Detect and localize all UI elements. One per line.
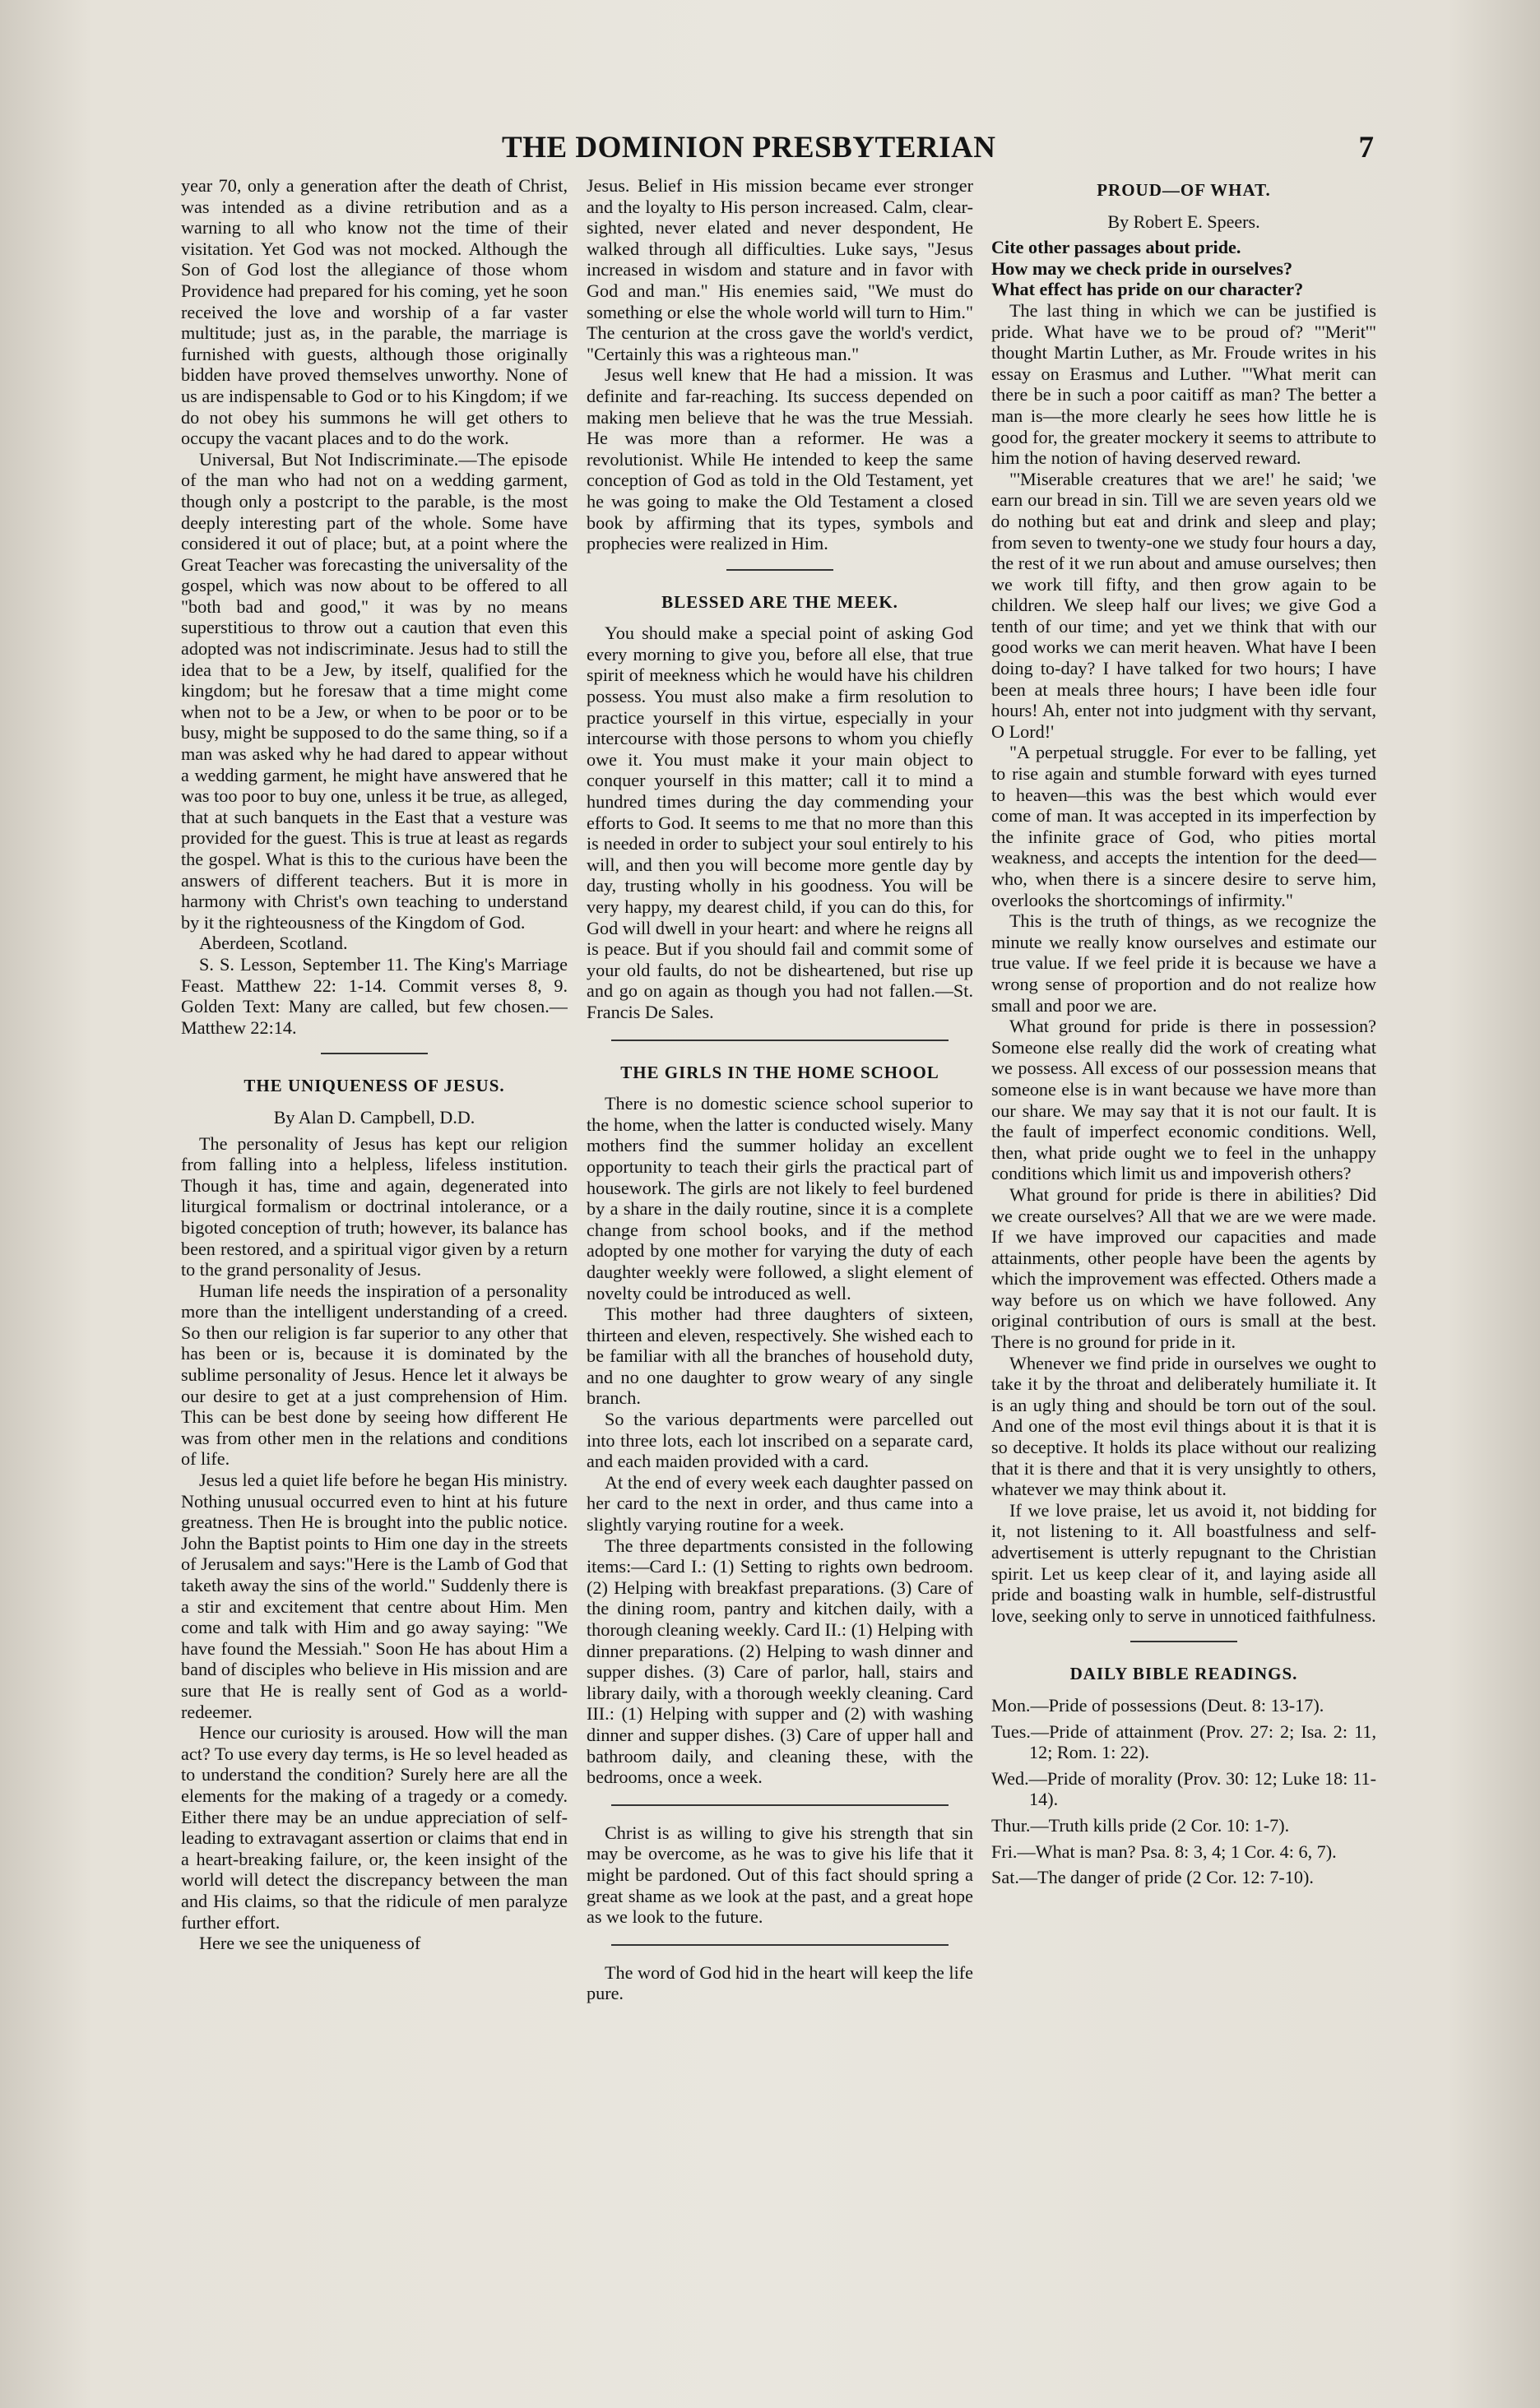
discussion-question: How may we check pride in ourselves? [991,257,1293,279]
col2-paragraph-7: At the end of every week each daughter passed on her card to the next in order, and thus came into a slightly varying routine for a week. [587,1471,973,1535]
divider-rule-wide [611,1040,949,1041]
col2-paragraph-3: You should make a special point of asking God every morning to give you, before all else, that true spirit of meekness which he would have his children possess. You must also make a firm resolution to practice yourself in this virtue, especially in your intercourse with those persons to whom you chiefly owe it. You must make it your main object to conquer yourself in this matter; call it to mind a hundred times during the day commending your efforts to God. It seems to me that no more than this is needed in order to subject your soul entirely to his will, and then you will become more gentle day by day, trusting wholly in his goodness. You will be very happy, my dearest child, if you can do this, for God will dwell in your heart: and where he reigns all is peace. But if you should fail and commit some of your old faults, do not be disheartened, but rise up and go on again as though you had not fallen.—St. Francis De Sales. [587,623,973,1022]
col2-paragraph-10: The word of God hid in the heart will keep the life pure. [587,1961,973,2004]
page-header [165,130,1374,171]
col1-paragraph-5: Jesus led a quiet life before he began His ministry. Nothing unusual occurred even to hint at his future greatness. Then He is brought into the public notice. John the Baptist points to Him one day in the streets of Jerusalem and says:"Here is the Lamb of God that taketh away the sins of the world." Suddenly there is a stir and excitement that centre about Him. Men come and talk with Him and go away saying: "We have found the Messiah." Soon He has about Him a band of disciples who believe in His mission and are sure that He is really sent of God as a world-redeemer. [181,1470,568,1722]
col3-paragraph-6: What ground for pride is there in abilities? Did we create ourselves? All that we are we were made. If we have improved our capacities and made attainments, other people have been the agents by which the improvement was effected. Others made a way before us on which we have followed. Any original contribution of ours is small at the best. There is no ground for pride in it. [991,1183,1376,1353]
article-heading-meek: BLESSED ARE THE MEEK. [661,591,898,612]
discussion-question: Cite other passages about pride. [991,237,1241,258]
col3-paragraph-5: What ground for pride is there in possession? Someone else really did the work of creating what we possess. All excess of our possession means that someone else is in want because we have more than our share. We may say that it is not our fault. It is the fault of imperfect economic conditions. Well, then, what pride ought we to feel in the unhappy conditions which limit us and impoverish others? [991,1016,1376,1184]
sunday-school-lesson: S. S. Lesson, September 11. The King's Marriage Feast. Matthew 22: 1-14. Commit verses 8, 9. Golden Text: Many are called, but few chosen.—Matthew 22:14. [181,953,568,1038]
col2-paragraph-1: Jesus. Belief in His mission became ever stronger and the loyalty to His person increased. Calm, clear-sighted, never elated and never despondent, He walked through all difficulties. Luke says, "Jesus increased in wisdom and stature and in favor with God and man." His enemies said, "We must do something or else the whole world will turn to Him." The centurion at the cross gave the world's verdict, "Certainly this was a righteous man." [587,175,973,364]
column-2 [587,175,973,2281]
discussion-question: What effect has pride on our character? [991,279,1304,300]
divider-rule [726,569,833,571]
bible-reading-item: Fri.—What is man? Psa. 8: 3, 4; 1 Cor. 4: 6, 7). [991,1841,1337,1862]
col3-paragraph-1: The last thing in which we can be justified is pride. What have we to be proud of? "'Merit'" thought Martin Luther, as Mr. Froude writes in his essay on Erasmus and Luther. "'What merit can there be in such a poor caitiff as man? The better a man is—the more clearly he sees how little he is good for, the greater mockery it seems to attribute to him the notion of having deserved reward. [991,299,1376,469]
col1-paragraph-1: year 70, only a generation after the death of Christ, was intended as a divine retribution and as a warning to all who know not the time of their visitation. Yet God was not mocked. Although the Son of God lost the allegiance of those whom Providence had prepared for his coming, yet he soon received the love and worship of a far vaster multitude; just as, in the parable, the marriage is furnished with guests, although those originally bidden have proved themselves unworthy. None of us are indispensable to God or to his Kingdom; if we do not obey his summons he will get others to occupy the vacant places and to do the work. [181,175,568,449]
column-1 [181,175,568,2281]
article-byline-speers: By Robert E. Speers. [1107,211,1260,232]
col2-paragraph-5: This mother had three daughters of sixteen, thirteen and eleven, respectively. She wished each to be familiar with all the branches of household duty, and no one daughter to grow weary of any single branch. [587,1304,973,1409]
col1-paragraph-6: Hence our curiosity is aroused. How will the man act? To use every day terms, is He so level headed as to understand the condition? Surely here are all the elements for the making of a tragedy or a comedy. Either there may be an undue appreciation of self-leading to extravagant assertion or claims that end in a heart-breaking failure, or, the keen insight of the world will detect the discrepancy between the man and His claims, so that the ridicule of men paralyze further effort. [181,1722,568,1933]
col1-paragraph-7: Here we see the uniqueness of [199,1933,421,1954]
article-heading-bible-readings: DAILY BIBLE READINGS. [1069,1664,1298,1684]
col2-paragraph-6: So the various departments were parcelled out into three lots, each lot inscribed on a separate card, and each maiden provided with a card. [587,1409,973,1472]
article-heading-proud: PROUD—OF WHAT. [1097,180,1271,200]
col2-paragraph-9: Christ is as willing to give his strength that sin may be overcome, as he was to give his life that it might be pardoned. Out of this fact should spring a great shame as we look at the past, and a great hope as we look to the future. [587,1822,973,1928]
page-number: 7 [1358,131,1374,164]
bible-reading-item: Sat.—The danger of pride (2 Cor. 12: 7-10). [991,1867,1314,1888]
article-heading-home-school: THE GIRLS IN THE HOME SCHOOL [620,1062,939,1082]
col3-paragraph-8: If we love praise, let us avoid it, not bidding for it, not listening to it. All boastfulness and self-advertisement is utterly repugnant to the Christian spirit. Let us keep clear of it, and laying aside all pride and boasting walk in humble, self-distrustful love, seeking only to serve in unnoticed faithfulness. [991,1499,1376,1626]
col3-paragraph-2: "'Miserable creatures that we are!' he said; 'we earn our bread in sin. Till we are seven years old we do nothing but eat and drink and sleep and play; from seven to twenty-one we study four hours a day, the rest of it we run about and amuse ourselves; then we work till fifty, and then grow again to be children. We sleep half our lives; we give God a tenth of our time; and yet we think that with our good works we can merit heaven. What have I been doing to-day? I have talked for two hours; I have been at meals three hours; I have been idle four hours! Ah, enter not into judgment with thy servant, O Lord!' [991,468,1376,742]
col3-paragraph-3: "A perpetual struggle. For ever to be falling, yet to rise again and stumble forward with eyes turned to heaven—this was the best which would ever come of man. It was accepted in its imperfection by the infinite grace of God, who pities mortal weakness, and accepts the intention for the deed—who, when there is a sincere desire to serve him, overlooks the shortcomings of infirmity." [991,742,1376,910]
col3-paragraph-7: Whenever we find pride in ourselves we ought to take it by the throat and deliberately humiliate it. It is an ugly thing and should be torn out of the soul. And one of the most evil things about it is that it is so deceptive. It holds its place without our realizing that it is there and that it is very unsightly to others, whatever we may think about it. [991,1352,1376,1500]
col1-signoff: Aberdeen, Scotland. [199,933,348,954]
col2-paragraph-2: Jesus well knew that He had a mission. It was definite and far-reaching. Its success depended on making men believe that he was the true Messiah. He was more than a reformer. He was a revolutionist. While He intended to keep the same conception of God as told in the Old Testament, yet he was going to make the Old Testament a closed book by affirming that its types, symbols and prophecies were realized in Him. [587,364,973,554]
bible-reading-item: Thur.—Truth kills pride (2 Cor. 10: 1-7). [991,1814,1290,1836]
divider-rule-wide [611,1944,949,1946]
article-heading-uniqueness: THE UNIQUENESS OF JESUS. [244,1076,505,1096]
column-3 [991,175,1376,2281]
article-byline-campbell: By Alan D. Campbell, D.D. [273,1106,475,1128]
col2-paragraph-4: There is no domestic science school superior to the home, when the latter is conducted wisely. Many mothers find the summer holiday an excellent opportunity to teach their girls the practical part of housework. The girls are not likely to feel burdened by a share in the daily routine, since it is a complete change from school books, and if the method adopted by one mother for varying the duty of each daughter weekly were followed, a slight element of novelty could be introduced as well. [587,1093,973,1304]
divider-rule-wide [611,1804,949,1806]
col3-paragraph-4: This is the truth of things, as we recognize the minute we really know ourselves and estimate our true value. If we feel pride it is because we have a wrong sense of proportion and do not realize how small and poor we are. [991,910,1376,1016]
col1-paragraph-4: Human life needs the inspiration of a personality more than the intelligent understanding of a creed. So then our religion is far superior to any other that has been or is, because it is dominated by the sublime personality of Jesus. Hence let it always be our desire to get at a just comprehension of Him. This can be best done by seeing how different He was from other men in the relations and conditions of life. [181,1280,568,1470]
bible-reading-item: Tues.—Pride of attainment (Prov. 27: 2; Isa. 2: 11, 12; Rom. 1: 22). [991,1720,1376,1763]
col2-paragraph-8: The three departments consisted in the following items:—Card I.: (1) Setting to rights own bedroom. (2) Helping with breakfast preparations. (3) Care of the dining room, pantry and kitchen daily, with a thorough cleaning weekly. Card II.: (1) Helping with dinner preparations. (2) Helping to wash dinner and supper dishes. (3) Care of parlor, hall, stairs and library daily, with a thorough weekly cleaning. Card III.: (1) Helping with supper and (2) with washing dinner and supper dishes. (3) Care of upper hall and bathroom daily, and cleaning these, with the bedrooms, once a week. [587,1535,973,1788]
divider-rule [1130,1641,1237,1642]
col1-paragraph-3: The personality of Jesus has kept our religion from falling into a helpless, lifeless institution. Though it has, time and again, degenerated into liturgical formalism or doctrinal intolerance, or a bigoted conception of truth; however, its balance has been restored, and a spiritual vigor given by a return to the grand personality of Jesus. [181,1132,568,1280]
bible-reading-item: Wed.—Pride of morality (Prov. 30: 12; Luke 18: 11-14). [991,1767,1376,1810]
col1-paragraph-2: Universal, But Not Indiscriminate.—The episode of the man who had not on a wedding garment, though only a postcript to the parable, is the most deeply interesting part of the whole. Some have considered it out of place; but, at a point where the Great Teacher was forecasting the universality of the gospel, which was now about to be offered to all "both bad and good," it was by no means superstitious to throw out a caution that even this adopted was not indiscriminate. Jesus had to still the idea that to be a Jew, by itself, qualified for the kingdom; but he foresaw that a time might come when not to be a Jew, or when to be poor or to be busy, might be supposed to do the same thing, so if a man was asked why he had dared to appear without a wedding garment, he might have answered that he was too poor to buy one, unless it be true, as alleged, that at such banquets in the East that a vesture was provided for the guest. This is true at least as regards the gospel. What is this to the curious have been the answers of different teachers. But it is more in harmony with Christ's own teaching to understand by it the righteousness of the Kingdom of God. [181,448,568,933]
bible-reading-item: Mon.—Pride of possessions (Deut. 8: 13-17). [991,1694,1324,1716]
divider-rule [321,1053,428,1054]
running-title: THE DOMINION PRESBYTERIAN [502,131,996,164]
